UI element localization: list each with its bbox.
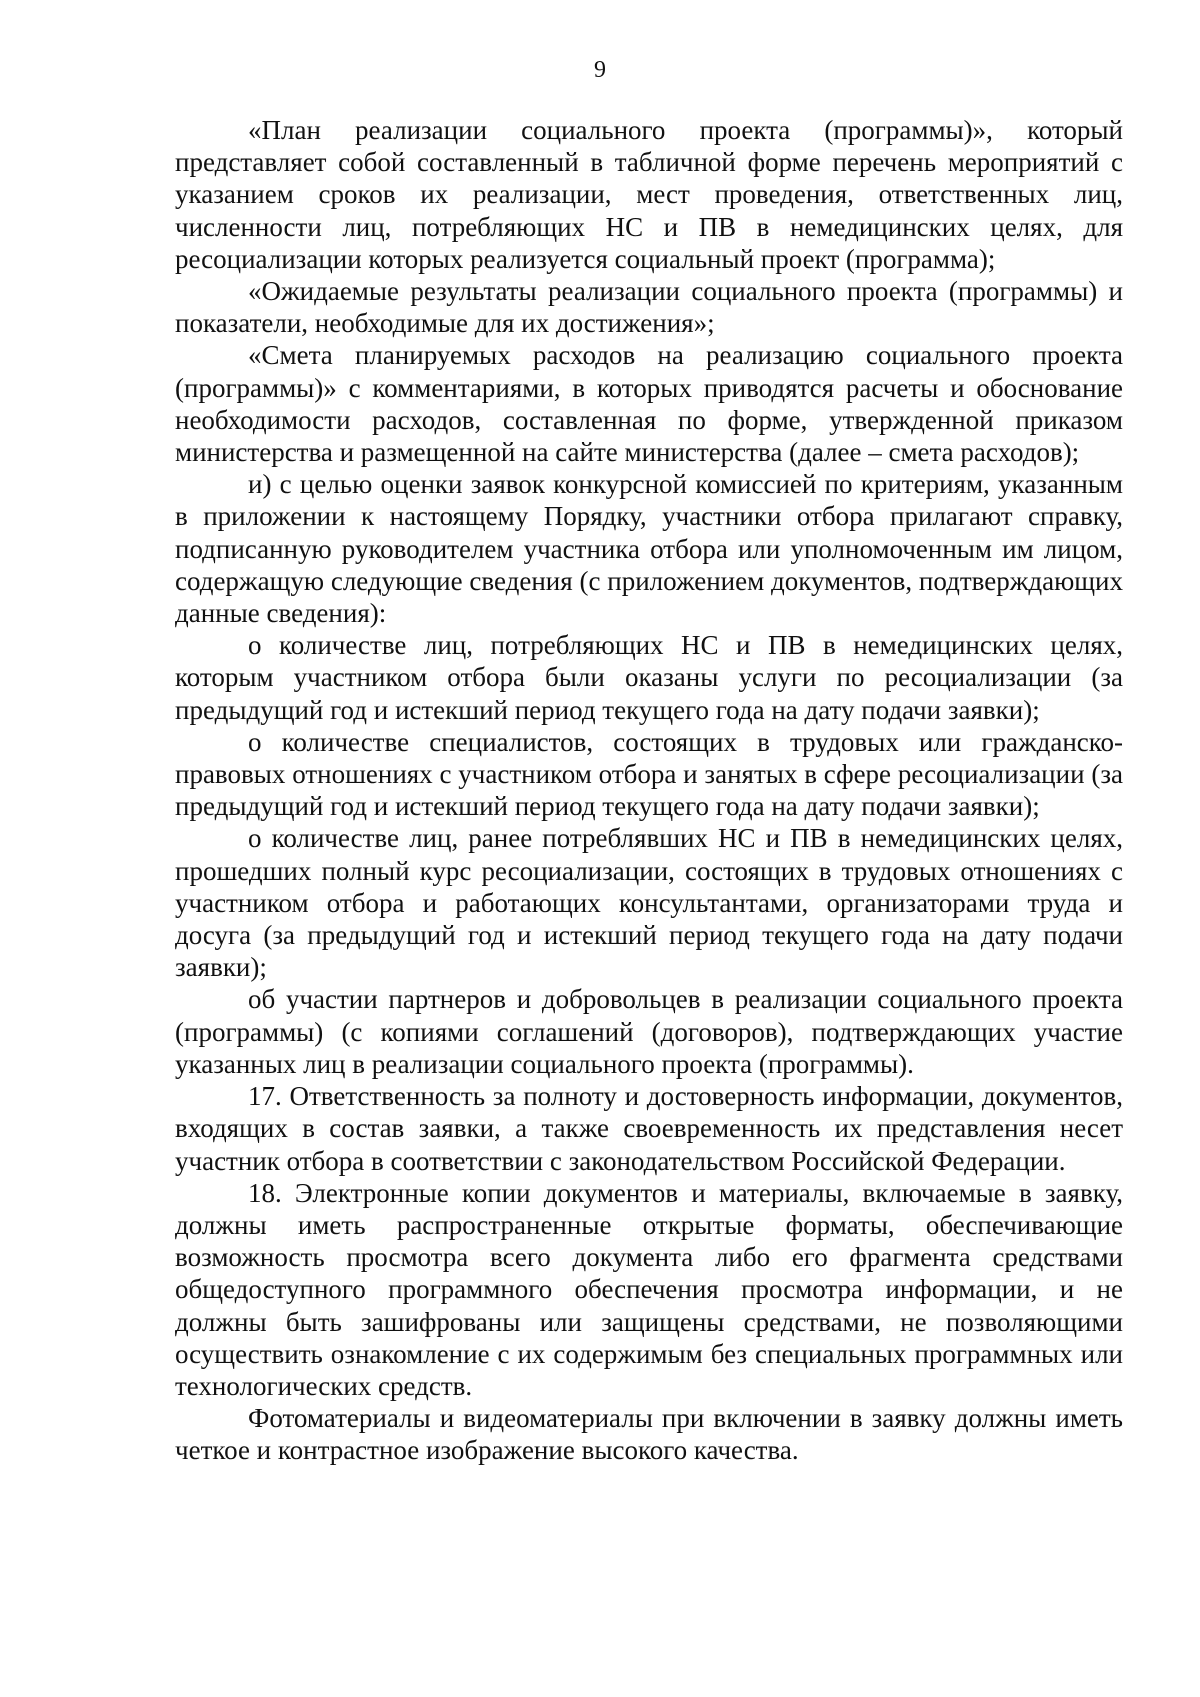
- paragraph-section-18: 18. Электронные копии документов и материалы, включаемые в заявку, должны иметь распространенные открытые форматы, обеспечивающие возможность просмотра всего документа либо его фрагмента средствами общедоступного программного обеспечения просмотра информации, и не должны быть зашифрованы или защищены средствами, не позволяющими осуществить ознакомление с их содержимым без специальных программных или технологических средств.: [175, 1177, 1123, 1401]
- paragraph-photo-video: Фотоматериалы и видеоматериалы при включении в заявку должны иметь четкое и контрастное изображение высокого качества.: [175, 1403, 1123, 1466]
- page-number: 9: [594, 57, 606, 83]
- paragraph-former-users-count: о количестве лиц, ранее потреблявших НС и ПВ в немедицинских целях, прошедших полный курс ресоциализации, состоящих в трудовых отношениях с участником отбора и работающих консультантами, организаторами труда и досуга (за предыдущий год и истекший период текущего года на дату подачи заявки);: [175, 823, 1123, 983]
- paragraph-cost-estimate: «Смета планируемых расходов на реализацию социального проекта (программы)» с комментариями, в которых приводятся расчеты и обоснование необходимости расходов, составленная по форме, утвержденной приказом министерства и размещенной на сайте министерства (далее – смета расходов);: [175, 340, 1123, 468]
- paragraph-partners-volunteers: об участии партнеров и добровольцев в реализации социального проекта (программы) (с копиями соглашений (договоров), подтверждающих участие указанных лиц в реализации социального проекта (программы).: [175, 984, 1123, 1079]
- paragraph-section-17: 17. Ответственность за полноту и достоверность информации, документов, входящих в состав заявки, а также своевременность их представления несет участник отбора в соответствии с законодательством Российской Федерации.: [175, 1081, 1123, 1176]
- paragraph-persons-count: о количестве лиц, потребляющих НС и ПВ в немедицинских целях, которым участником отбора были оказаны услуги по ресоциализации (за предыдущий год и истекший период текущего года на дату подачи заявки);: [175, 630, 1123, 725]
- paragraph-expected-results: «Ожидаемые результаты реализации социального проекта (программы) и показатели, необходимые для их достижения»;: [175, 276, 1123, 339]
- paragraph-plan: «План реализации социального проекта (программы)», который представляет собой составленный в табличной форме перечень мероприятий с указанием сроков их реализации, мест проведения, ответственных лиц, численности лиц, потребляющих НС и ПВ в немедицинских целях, для ресоциализации которых реализуется социальный проект (программа);: [175, 115, 1123, 274]
- paragraph-specialists-count: о количестве специалистов, состоящих в трудовых или гражданско-правовых отношениях с участником отбора и занятых в сфере ресоциализации (за предыдущий год и истекший период текущего года на дату подачи заявки);: [175, 726, 1123, 822]
- paragraph-item-i: и) с целью оценки заявок конкурсной комиссией по критериям, указанным в приложении к настоящему Порядку, участники отбора прилагают справку, подписанную руководителем участника отбора или уполномоченным им лицом, содержащую следующие сведения (с приложением документов, подтверждающих данные сведения):: [175, 469, 1123, 629]
- document-body: [175, 114, 1123, 1467]
